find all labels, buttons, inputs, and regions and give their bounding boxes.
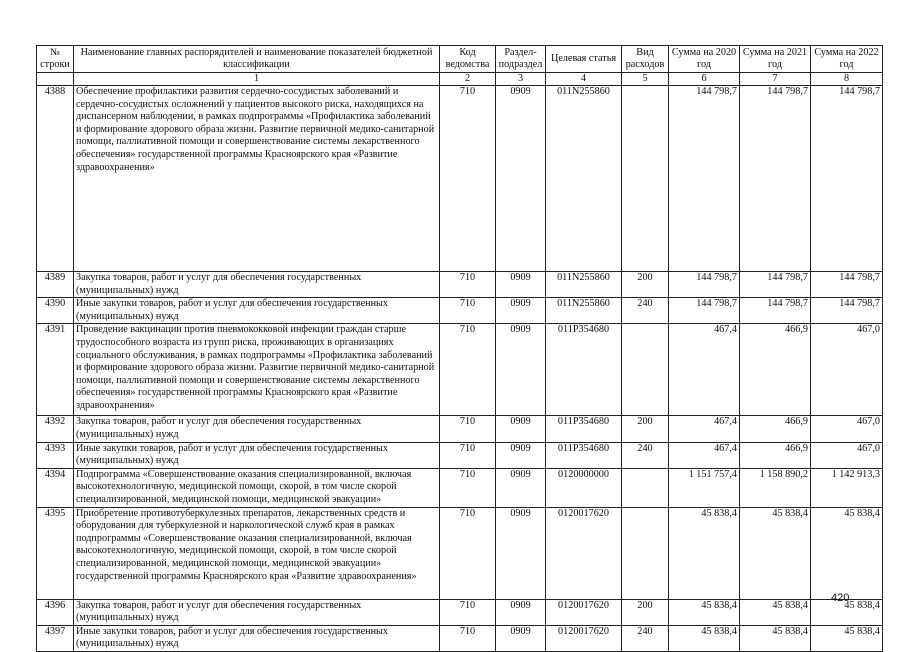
column-number: 4 xyxy=(546,73,622,86)
column-number-row xyxy=(37,73,883,86)
row-name: Закупка товаров, работ и услуг для обеспечения государственных (муниципальных) нужд xyxy=(74,272,440,298)
sum-2020-cell: 144 798,7 xyxy=(669,272,740,298)
sum-2020-cell: 144 798,7 xyxy=(669,298,740,324)
dept-code-cell: 710 xyxy=(440,272,496,298)
kind-cell: 200 xyxy=(622,416,669,442)
table-row xyxy=(37,272,883,298)
sum-2022-cell: 467,0 xyxy=(811,416,883,442)
target-cell: 011N255860 xyxy=(546,272,622,298)
column-number: 1 xyxy=(74,73,440,86)
sum-2022-cell: 144 798,7 xyxy=(811,272,883,298)
row-name: Закупка товаров, работ и услуг для обеспечения государственных (муниципальных) нужд xyxy=(74,599,440,625)
row-number: 4396 xyxy=(37,599,74,625)
dept-code-cell: 710 xyxy=(440,86,496,272)
sum-2021-cell: 1 158 890,2 xyxy=(740,468,811,507)
sum-2020-cell: 467,4 xyxy=(669,324,740,416)
dept-code-cell: 710 xyxy=(440,468,496,507)
header-kind: Вид расходов xyxy=(622,46,669,73)
target-cell: 0120017620 xyxy=(546,507,622,599)
section-cell: 0909 xyxy=(496,468,546,507)
dept-code-cell: 710 xyxy=(440,625,496,651)
table-row xyxy=(37,599,883,625)
sum-2020-cell: 467,4 xyxy=(669,416,740,442)
header-section: Раздел-подраздел xyxy=(496,46,546,73)
target-cell: 011P354680 xyxy=(546,442,622,468)
kind-cell: 240 xyxy=(622,442,669,468)
sum-2020-cell: 45 838,4 xyxy=(669,625,740,651)
table-header xyxy=(37,46,883,86)
dept-code-cell: 710 xyxy=(440,507,496,599)
target-cell: 0120017620 xyxy=(546,625,622,651)
section-cell: 0909 xyxy=(496,442,546,468)
table-row xyxy=(37,298,883,324)
column-number: 3 xyxy=(496,73,546,86)
sum-2022-cell: 467,0 xyxy=(811,442,883,468)
budget-table xyxy=(36,45,883,652)
sum-2021-cell: 144 798,7 xyxy=(740,86,811,272)
sum-2020-cell: 45 838,4 xyxy=(669,599,740,625)
header-name: Наименование главных распорядителей и наименование показателей бюджетной классификации xyxy=(74,46,440,73)
table-row xyxy=(37,324,883,416)
sum-2020-cell: 1 151 757,4 xyxy=(669,468,740,507)
header-row-no: № строки xyxy=(37,46,74,73)
row-number: 4388 xyxy=(37,86,74,272)
table-body xyxy=(37,86,883,652)
sum-2022-cell: 1 142 913,3 xyxy=(811,468,883,507)
sum-2020-cell: 45 838,4 xyxy=(669,507,740,599)
row-number: 4394 xyxy=(37,468,74,507)
row-number: 4390 xyxy=(37,298,74,324)
section-cell: 0909 xyxy=(496,416,546,442)
target-cell: 0120017620 xyxy=(546,599,622,625)
row-number: 4392 xyxy=(37,416,74,442)
kind-cell: 200 xyxy=(622,272,669,298)
column-number xyxy=(37,73,74,86)
section-cell: 0909 xyxy=(496,625,546,651)
row-name: Приобретение противотуберкулезных препаратов, лекарственных средств и оборудования для туберкулезной и наркологической служб края в рамках подпрограммы «Совершенствование оказания специализированной, включая высокотехнологичную, медицинской помощи, скорой, в том числе скорой специализированной, медицинской помощи, медицинской эвакуации» государственной программы Красноярского края «Развитие здравоохранения» xyxy=(74,507,440,599)
dept-code-cell: 710 xyxy=(440,442,496,468)
row-name: Проведение вакцинации против пневмококковой инфекции граждан старше трудоспособного возраста из групп риска, проживающих в организациях социального обслуживания, в рамках подпрограммы «Профилактика заболеваний и формирование здорового образа жизни. Развитие первичной медико-санитарной помощи, паллиативной помощи и совершенствование системы лекарственного обеспечения» государственной программы Красноярского края «Развитие здравоохранения» xyxy=(74,324,440,416)
dept-code-cell: 710 xyxy=(440,599,496,625)
kind-cell xyxy=(622,468,669,507)
kind-cell xyxy=(622,86,669,272)
section-cell: 0909 xyxy=(496,298,546,324)
row-number: 4395 xyxy=(37,507,74,599)
column-number: 8 xyxy=(811,73,883,86)
table-row xyxy=(37,507,883,599)
sum-2021-cell: 466,9 xyxy=(740,416,811,442)
column-number: 6 xyxy=(669,73,740,86)
table-row xyxy=(37,416,883,442)
row-name: Обеспечение профилактики развития сердечно-сосудистых заболеваний и сердечно-сосудистых осложнений у пациентов высокого риска, находящихся на диспансерном наблюдении, в рамках подпрограммы «Профилактика заболеваний и формирование здорового образа жизни. Развитие первичной медико-санитарной помощи, паллиативной помощи и совершенствование системы лекарственного обеспечения» государственной программы Красноярского края «Развитие здравоохранения» xyxy=(74,86,440,272)
dept-code-cell: 710 xyxy=(440,298,496,324)
column-number: 7 xyxy=(740,73,811,86)
sum-2022-cell: 45 838,4 xyxy=(811,625,883,651)
row-number: 4391 xyxy=(37,324,74,416)
sum-2021-cell: 466,9 xyxy=(740,324,811,416)
header-row xyxy=(37,46,883,73)
page-number: 420 xyxy=(831,592,850,604)
sum-2021-cell: 45 838,4 xyxy=(740,599,811,625)
target-cell: 0120000000 xyxy=(546,468,622,507)
sum-2021-cell: 45 838,4 xyxy=(740,507,811,599)
sum-2020-cell: 467,4 xyxy=(669,442,740,468)
header-sum-2020: Сумма на 2020 год xyxy=(669,46,740,73)
table-row xyxy=(37,442,883,468)
row-number: 4389 xyxy=(37,272,74,298)
section-cell: 0909 xyxy=(496,599,546,625)
column-number: 2 xyxy=(440,73,496,86)
section-cell: 0909 xyxy=(496,507,546,599)
column-number: 5 xyxy=(622,73,669,86)
row-name: Иные закупки товаров, работ и услуг для обеспечения государственных (муниципальных) нужд xyxy=(74,298,440,324)
sum-2022-cell: 144 798,7 xyxy=(811,298,883,324)
table-row xyxy=(37,625,883,651)
kind-cell: 240 xyxy=(622,298,669,324)
header-target: Целевая статья xyxy=(546,46,622,73)
header-sum-2022: Сумма на 2022 год xyxy=(811,46,883,73)
row-number: 4393 xyxy=(37,442,74,468)
target-cell: 011P354680 xyxy=(546,324,622,416)
section-cell: 0909 xyxy=(496,272,546,298)
target-cell: 011N255860 xyxy=(546,86,622,272)
row-name: Иные закупки товаров, работ и услуг для обеспечения государственных (муниципальных) нужд xyxy=(74,442,440,468)
header-dept-code: Код ведомства xyxy=(440,46,496,73)
kind-cell xyxy=(622,507,669,599)
sum-2022-cell: 467,0 xyxy=(811,324,883,416)
header-sum-2021: Сумма на 2021 год xyxy=(740,46,811,73)
sum-2022-cell: 45 838,4 xyxy=(811,599,883,625)
dept-code-cell: 710 xyxy=(440,416,496,442)
table-row xyxy=(37,86,883,272)
dept-code-cell: 710 xyxy=(440,324,496,416)
section-cell: 0909 xyxy=(496,324,546,416)
sum-2021-cell: 144 798,7 xyxy=(740,298,811,324)
kind-cell: 200 xyxy=(622,599,669,625)
target-cell: 011N255860 xyxy=(546,298,622,324)
sum-2020-cell: 144 798,7 xyxy=(669,86,740,272)
table-row xyxy=(37,468,883,507)
row-name: Иные закупки товаров, работ и услуг для обеспечения государственных (муниципальных) нужд xyxy=(74,625,440,651)
section-cell: 0909 xyxy=(496,86,546,272)
kind-cell: 240 xyxy=(622,625,669,651)
row-name: Подпрограмма «Совершенствование оказания специализированной, включая высокотехнологичную, медицинской помощи, скорой, в том числе скорой специализированной, медицинской помощи, медицинской эвакуации» xyxy=(74,468,440,507)
kind-cell xyxy=(622,324,669,416)
sum-2022-cell: 45 838,4 xyxy=(811,507,883,599)
sum-2021-cell: 144 798,7 xyxy=(740,272,811,298)
sum-2021-cell: 45 838,4 xyxy=(740,625,811,651)
row-name: Закупка товаров, работ и услуг для обеспечения государственных (муниципальных) нужд xyxy=(74,416,440,442)
sum-2022-cell: 144 798,7 xyxy=(811,86,883,272)
target-cell: 011P354680 xyxy=(546,416,622,442)
row-number: 4397 xyxy=(37,625,74,651)
sum-2021-cell: 466,9 xyxy=(740,442,811,468)
